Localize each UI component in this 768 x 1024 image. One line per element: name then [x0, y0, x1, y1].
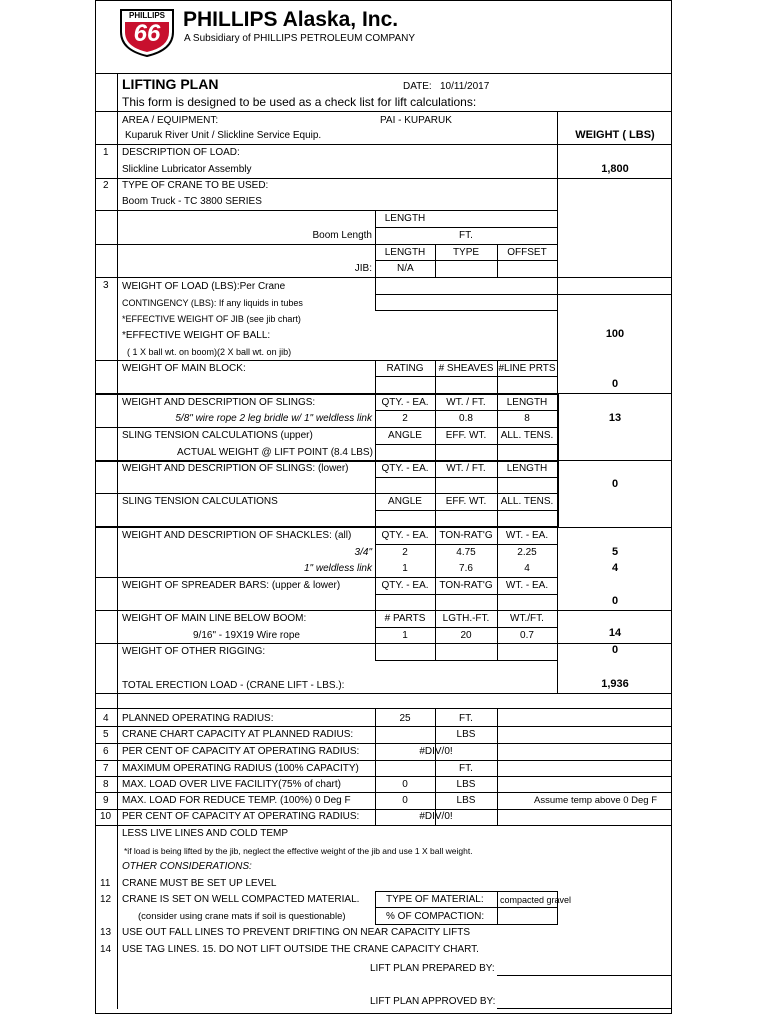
shackle-1-desc: 3/4" — [354, 547, 372, 558]
prepared-by-label: LIFT PLAN PREPARED BY: — [370, 963, 495, 974]
item-6-value: #DIV/0! — [419, 746, 453, 757]
item-9-label: MAX. LOAD FOR REDUCE TEMP. (100%) 0 Deg F — [122, 795, 351, 806]
item-4-value: 25 — [399, 713, 411, 724]
item-4-number: 4 — [103, 713, 109, 724]
compaction-label: % OF COMPACTION: — [386, 911, 485, 922]
shackle-1-ton: 4.75 — [456, 547, 476, 558]
sheaves-header: # SHEAVES — [438, 363, 494, 374]
material-type-value: compacted gravel — [500, 895, 572, 905]
shackle-qty-header: QTY. - EA. — [381, 530, 429, 541]
parts-header: # PARTS — [384, 613, 426, 624]
date-value: 10/11/2017 — [440, 81, 490, 92]
shackles-label: WEIGHT AND DESCRIPTION OF SHACKLES: (all) — [122, 530, 352, 541]
item-8-unit: LBS — [456, 779, 476, 790]
item-10-sublabel: LESS LIVE LINES AND COLD TEMP — [122, 828, 288, 839]
sling-qty-header: QTY. - EA. — [381, 397, 429, 408]
line-parts-header: #LINE PRTS — [498, 363, 556, 374]
item-14-label: USE TAG LINES. 15. DO NOT LIFT OUTSIDE THE CRANE CAPACITY CHART. — [122, 944, 479, 955]
section-2-number: 2 — [103, 180, 109, 191]
boom-length-label: Boom Length — [312, 230, 372, 241]
all-tens-header-lower: ALL. TENS. — [500, 496, 554, 507]
actual-weight-label: ACTUAL WEIGHT @ LIFT POINT (8.4 LBS) — [177, 447, 373, 458]
area-value: Kuparuk River Unit / Slickline Service Equip. — [125, 130, 322, 141]
load-description-value: Slickline Lubricator Assembly — [122, 164, 252, 175]
ball-weight: 100 — [605, 328, 625, 340]
item-8-label: MAX. LOAD OVER LIVE FACILITY(75% of chart) — [122, 779, 341, 790]
sling-wt-header: WT. / FT. — [446, 397, 486, 408]
shackle-1-weight: 5 — [611, 546, 619, 558]
length-header: LENGTH — [384, 213, 426, 224]
area-code: PAI - KUPARUK — [380, 115, 452, 126]
spreader-wt-header: WT. - EA. — [505, 580, 549, 591]
item-12-number: 12 — [100, 894, 112, 905]
shackle-2-qty: 1 — [402, 563, 408, 574]
total-label: TOTAL ERECTION LOAD - (CRANE LIFT - LBS.): — [122, 680, 345, 691]
angle-header-upper: ANGLE — [388, 430, 422, 441]
item-13-number: 13 — [100, 927, 112, 938]
main-block-weight: 0 — [611, 378, 619, 390]
item-6-number: 6 — [103, 746, 109, 757]
load-description-label: DESCRIPTION OF LOAD: — [122, 147, 240, 158]
ball-note: ( 1 X ball wt. on boom)(2 X ball wt. on jib) — [127, 347, 292, 357]
eff-ball-label: *EFFECTIVE WEIGHT OF BALL: — [122, 330, 271, 341]
shackle-1-qty: 2 — [402, 547, 408, 558]
slings-upper-label: WEIGHT AND DESCRIPTION OF SLINGS: — [122, 397, 316, 408]
shackle-wt-header: WT. - EA. — [505, 530, 549, 541]
company-name: PHILLIPS Alaska, Inc. — [183, 8, 399, 31]
item-9-unit: LBS — [456, 795, 476, 806]
shackle-ton-header: TON-RAT'G — [439, 530, 493, 541]
item-8-value: 0 — [402, 779, 408, 790]
date-label: DATE: — [403, 81, 432, 92]
sling-weight: 13 — [608, 412, 622, 424]
eff-wt-header-lower: EFF. WT. — [445, 496, 487, 507]
all-tens-header-upper: ALL. TENS. — [500, 430, 554, 441]
other-rigging-label: WEIGHT OF OTHER RIGGING: — [122, 646, 266, 657]
other-considerations: OTHER CONSIDERATIONS: — [122, 861, 252, 872]
company-logo — [117, 2, 177, 58]
slings-lower-label: WEIGHT AND DESCRIPTION OF SLINGS: (lower) — [122, 463, 349, 474]
item-4-label: PLANNED OPERATING RADIUS: — [122, 713, 274, 724]
approved-by-line[interactable] — [497, 1008, 672, 1009]
load-weight-label: WEIGHT OF LOAD (LBS):Per Crane — [122, 281, 286, 292]
slings-lower-weight: 0 — [611, 478, 619, 490]
item-10-label: PER CENT OF CAPACITY AT OPERATING RADIUS: — [122, 811, 360, 822]
shackle-2-desc: 1" weldless link — [303, 563, 372, 574]
main-line-weight: 14 — [608, 627, 622, 639]
rating-header: RATING — [386, 363, 424, 374]
company-subtitle: A Subsidiary of PHILLIPS PETROLEUM COMPANY — [184, 33, 416, 44]
jib-type-header: TYPE — [452, 247, 480, 258]
item-5-unit: LBS — [456, 729, 476, 740]
item-6-label: PER CENT OF CAPACITY AT OPERATING RADIUS: — [122, 746, 360, 757]
main-block-label: WEIGHT OF MAIN BLOCK: — [122, 363, 246, 374]
item-14-number: 14 — [100, 944, 112, 955]
other-rigging-weight: 0 — [611, 644, 619, 656]
crane-type-label: TYPE OF CRANE TO BE USED: — [122, 180, 269, 191]
form-intro: This form is designed to be used as a check list for lift calculations: — [122, 95, 477, 109]
form-title: LIFTING PLAN — [122, 76, 219, 92]
spreader-qty-header: QTY. - EA. — [381, 580, 429, 591]
shackle-2-weight: 4 — [611, 562, 619, 574]
jib-offset-header: OFFSET — [507, 247, 547, 258]
load-weight: 1,800 — [601, 163, 629, 175]
item-10-number: 10 — [100, 811, 112, 822]
item-12-label: CRANE IS SET ON WELL COMPACTED MATERIAL. — [122, 894, 360, 905]
logo-number: 66 — [133, 20, 161, 47]
jib-label: JIB: — [354, 263, 372, 274]
angle-header-lower: ANGLE — [388, 496, 422, 507]
eff-wt-header-upper: EFF. WT. — [445, 430, 487, 441]
item-5-label: CRANE CHART CAPACITY AT PLANNED RADIUS: — [122, 729, 354, 740]
eff-jib-label: *EFFECTIVE WEIGHT OF JIB (see jib chart) — [122, 314, 301, 324]
spreader-ton-header: TON-RAT'G — [439, 580, 493, 591]
shackle-1-wt: 2.25 — [517, 547, 537, 558]
sling-tension-upper-label: SLING TENSION CALCULATIONS (upper) — [122, 430, 313, 441]
wt-per-ft-header: WT./FT. — [510, 613, 544, 624]
item-8-number: 8 — [103, 779, 109, 790]
item-12-note: (consider using crane mats if soil is questionable) — [138, 911, 346, 922]
shackle-2-ton: 7.6 — [459, 563, 473, 574]
main-line-length: 20 — [460, 630, 472, 641]
item-13-label: USE OUT FALL LINES TO PREVENT DRIFTING ON NEAR CAPACITY LIFTS — [122, 927, 471, 938]
item-10-value: #DIV/0! — [419, 811, 453, 822]
prepared-by-line[interactable] — [497, 975, 672, 976]
sling-description: 5/8" wire rope 2 leg bridle w/ 1" weldless link — [175, 413, 372, 424]
approved-by-label: LIFT PLAN APPROVED BY: — [370, 996, 496, 1007]
item-5-number: 5 — [103, 729, 109, 740]
item-7-unit: FT. — [459, 763, 473, 774]
spreader-label: WEIGHT OF SPREADER BARS: (upper & lower) — [122, 580, 341, 591]
jib-length-header: LENGTH — [384, 247, 426, 258]
section-1-number: 1 — [103, 147, 109, 158]
lower-length-header: LENGTH — [506, 463, 548, 474]
sling-length-header: LENGTH — [506, 397, 548, 408]
section-3-number: 3 — [103, 280, 109, 291]
material-type-label: TYPE OF MATERIAL: — [386, 894, 484, 905]
boom-length-unit: FT. — [459, 230, 473, 241]
item-7-label: MAXIMUM OPERATING RADIUS (100% CAPACITY) — [122, 763, 359, 774]
spreader-weight: 0 — [611, 595, 619, 607]
lower-qty-header: QTY. - EA. — [381, 463, 429, 474]
logo-top-text: PHILLIPS — [128, 11, 165, 20]
shackle-2-wt: 4 — [524, 563, 530, 574]
jib-value: N/A — [397, 263, 414, 274]
sling-tension-label: SLING TENSION CALCULATIONS — [122, 496, 278, 507]
item-9-note: Assume temp above 0 Deg F — [534, 795, 658, 806]
sling-length: 8 — [524, 413, 530, 424]
weight-header: WEIGHT ( LBS) — [575, 129, 655, 141]
item-4-unit: FT. — [459, 713, 473, 724]
main-line-label: WEIGHT OF MAIN LINE BELOW BOOM: — [122, 613, 307, 624]
item-9-number: 9 — [103, 795, 109, 806]
contingency-label: CONTINGENCY (LBS): If any liquids in tubes — [122, 298, 303, 308]
main-line-wt: 0.7 — [520, 630, 534, 641]
crane-type-value: Boom Truck - TC 3800 SERIES — [122, 196, 262, 207]
lgth-header: LGTH.-FT. — [442, 613, 490, 624]
total-value: 1,936 — [601, 678, 629, 690]
item-9-value: 0 — [402, 795, 408, 806]
lower-wt-header: WT. / FT. — [446, 463, 486, 474]
sling-wt: 0.8 — [459, 413, 473, 424]
main-line-parts: 1 — [402, 630, 408, 641]
item-7-number: 7 — [103, 763, 109, 774]
sling-qty: 2 — [402, 413, 408, 424]
area-label: AREA / EQUIPMENT: — [122, 115, 219, 126]
item-11-number: 11 — [100, 878, 111, 889]
item-11-label: CRANE MUST BE SET UP LEVEL — [122, 878, 277, 889]
jib-note: *if load is being lifted by the jib, neglect the effective weight of the jib and use 1 X ball weight. — [124, 846, 473, 856]
main-line-desc: 9/16" - 19X19 Wire rope — [193, 630, 300, 641]
